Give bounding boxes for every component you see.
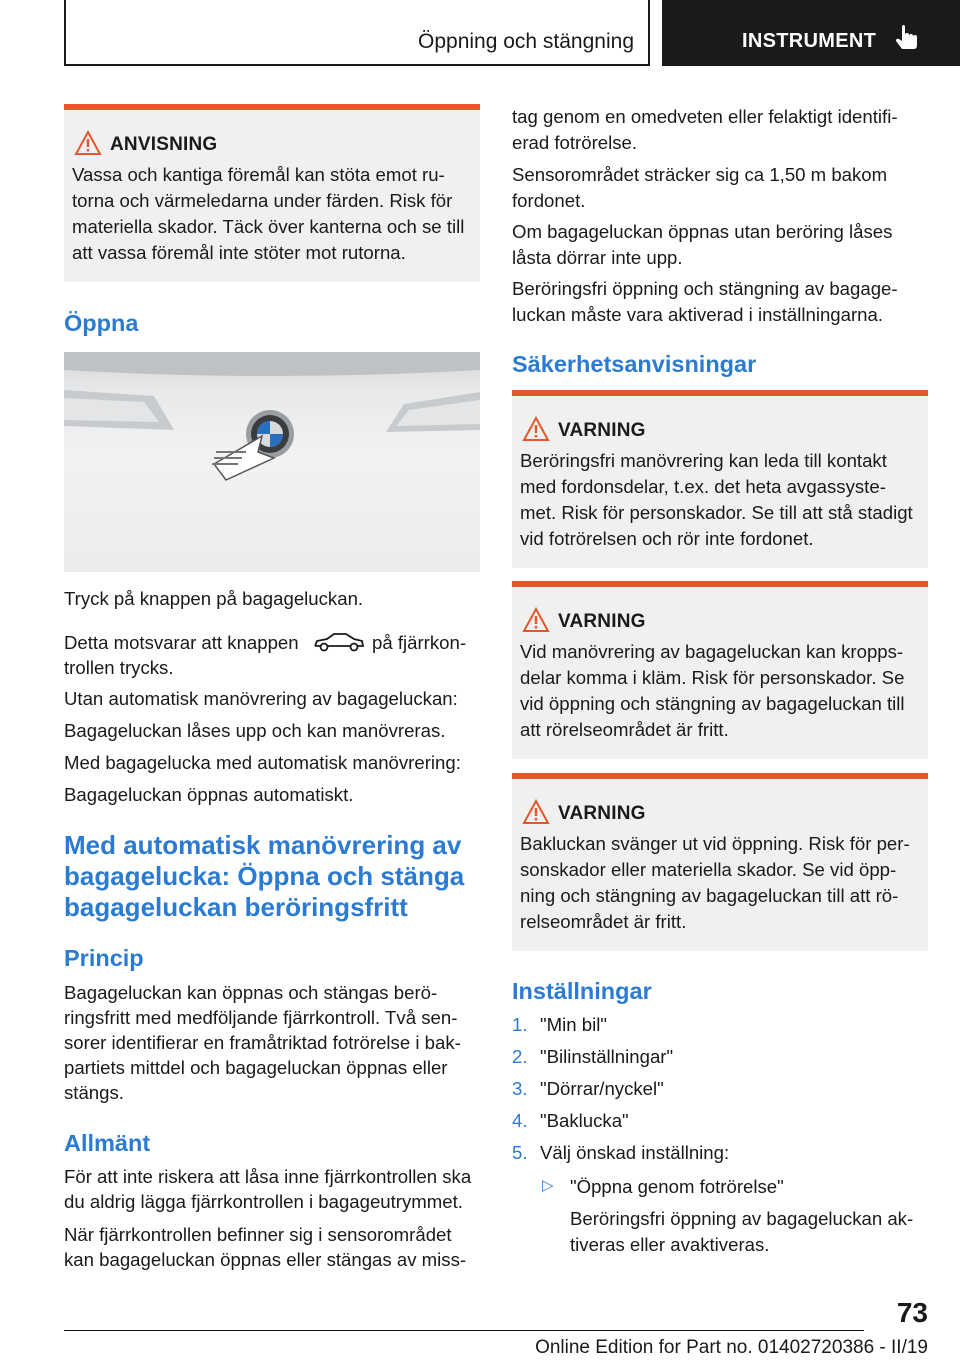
princip-line: sorer identifierar en framåtriktad fotrörelse i bak‐: [64, 1032, 461, 1053]
warning-triangle-icon: [522, 607, 550, 633]
sub-description-line: Beröringsfri öppning av bagageluckan ak‐: [570, 1208, 914, 1229]
notice-line: att vassa föremål inte stöter mot rutorna.: [72, 242, 406, 263]
heading-auto-line: bagageluckan beröringsfritt: [64, 892, 408, 922]
warning-line: vid öppning och stängning av bagageluckan till: [520, 693, 905, 714]
step-number: 3.: [512, 1078, 528, 1099]
warning-line: Beröringsfri manövrering kan leda till kontakt: [520, 450, 887, 471]
heading-auto-line: Med automatisk manövrering av: [64, 830, 462, 860]
warning-line: relseområdet är fritt.: [520, 911, 687, 932]
warning-triangle-icon: [522, 799, 550, 825]
cont-line: erad fotrörelse.: [512, 132, 638, 153]
om-line: Om bagageluckan öppnas utan beröring låses: [512, 221, 893, 242]
princip-line: Bagageluckan kan öppnas och stängas berö‐: [64, 982, 438, 1003]
car-key-button-icon: [312, 630, 366, 654]
detta-line-1a: Detta motsvarar att knappen: [64, 632, 299, 653]
section-title: Öppning och stängning: [418, 30, 634, 53]
step-text: "Baklucka": [540, 1110, 629, 1131]
heading-auto: [64, 830, 484, 923]
berorings-line: luckan måste vara aktiverad i inställningarna.: [512, 304, 884, 325]
warning-line: ning och stängning av bagageluckan till att rö‐: [520, 885, 899, 906]
om-paragraph: [512, 219, 932, 271]
allmant-line: För att inte riskera att låsa inne fjärrkontrollen ska: [64, 1166, 472, 1187]
warning-line: delar komma i kläm. Risk för personskador. Se: [520, 667, 905, 688]
cont-paragraph: [512, 104, 932, 156]
warning-line: Vid manövrering av bagageluckan kan kropps‐: [520, 641, 904, 662]
warning-box: [512, 581, 928, 759]
allmant-line: du aldrig lägga fjärrkontrollen i bagageutrymmet.: [64, 1191, 463, 1212]
warning-line: Bakluckan svänger ut vid öppning. Risk för per‐: [520, 833, 910, 854]
settings-steps: [512, 1012, 928, 1172]
notice-text: [72, 162, 472, 266]
heading-allmant: Allmänt: [64, 1130, 151, 1156]
step-item: [512, 1044, 928, 1076]
warning-box: [512, 773, 928, 951]
warning-box: [512, 390, 928, 568]
step-text: "Min bil": [540, 1014, 607, 1035]
step-item: [512, 1012, 928, 1044]
berorings-line: Beröringsfri öppning och stängning av bagage‐: [512, 278, 898, 299]
step-item: [512, 1076, 928, 1108]
heading-princip: Princip: [64, 945, 144, 971]
photo-caption: Tryck på knappen på bagageluckan.: [64, 588, 364, 609]
warning-bar: [512, 773, 928, 779]
para-utan: Utan automatisk manövrering av bagageluckan:: [64, 688, 458, 709]
warning-title: VARNING: [558, 420, 646, 441]
warning-line: met. Risk för personskador. Se till att stå stadigt: [520, 502, 913, 523]
sub-description-line: tiveras eller avaktiveras.: [570, 1234, 770, 1255]
step-item: [512, 1140, 928, 1172]
step-text: Välj önskad inställning:: [540, 1142, 730, 1163]
hand-pointer-icon: [892, 24, 922, 54]
notice-line: materiella skador. Täck över kanterna och se till: [72, 216, 465, 237]
warning-line: vid fotrörelsen och rör inte fordonet.: [520, 528, 814, 549]
para-oppnas: Bagageluckan öppnas automatiskt.: [64, 784, 354, 805]
nar-line: När fjärrkontrollen befinner sig i sensorområdet: [64, 1224, 452, 1245]
warning-triangle-icon: [74, 130, 102, 156]
princip-line: partiets mittdel och bagageluckan öppnas eller: [64, 1057, 448, 1078]
sensor-paragraph: [512, 162, 932, 214]
edition-note: Online Edition for Part no. 01402720386 - II/19: [535, 1337, 928, 1358]
sub-description: [570, 1206, 930, 1258]
heading-sakerhet: Säkerhetsanvisningar: [512, 351, 757, 377]
warning-text: [520, 831, 920, 935]
warning-bar: [512, 581, 928, 587]
nar-paragraph: [64, 1222, 484, 1272]
notice-title: ANVISNING: [110, 134, 218, 155]
sensor-line: fordonet.: [512, 190, 586, 211]
detta-line-1b: på fjärrkon‐: [372, 632, 467, 653]
warning-line: att rörelseområdet är fritt.: [520, 719, 729, 740]
princip-line: stängs.: [64, 1082, 124, 1103]
step-text: "Dörrar/nyckel": [540, 1078, 664, 1099]
tailgate-photo: [64, 352, 480, 572]
heading-installningar: Inställningar: [512, 978, 652, 1004]
nar-line: kan bagageluckan öppnas eller stängas av miss‐: [64, 1249, 467, 1270]
notice-line: Vassa och kantiga föremål kan stöta emot ru‐: [72, 164, 445, 185]
notice-bar: [64, 104, 480, 110]
cont-line: tag genom en omedveten eller felaktigt identifi‐: [512, 106, 898, 127]
heading-oppna: Öppna: [64, 310, 139, 336]
step-number: 5.: [512, 1142, 528, 1163]
sensor-line: Sensorområdet sträcker sig ca 1,50 m bakom: [512, 164, 888, 185]
heading-auto-line: bagagelucka: Öppna och stänga: [64, 861, 465, 891]
sub-bullet-icon: ▷: [542, 1177, 554, 1194]
step-item: [512, 1108, 928, 1140]
princip-paragraph: [64, 980, 484, 1105]
para-lases: Bagageluckan låses upp och kan manövreras.: [64, 720, 446, 741]
step-number: 1.: [512, 1014, 528, 1035]
step-number: 2.: [512, 1046, 528, 1067]
warning-line: sonskador eller materiella skador. Se vid öpp‐: [520, 859, 897, 880]
princip-line: ringsfritt med medföljande fjärrkontroll. Två sen‐: [64, 1007, 458, 1028]
warning-title: VARNING: [558, 611, 646, 632]
warning-title: VARNING: [558, 803, 646, 824]
sub-item-text: "Öppna genom fotrörelse": [570, 1176, 784, 1197]
warning-text: [520, 448, 920, 552]
warning-text: [520, 639, 920, 743]
step-number: 4.: [512, 1110, 528, 1131]
instrument-tab-label: INSTRUMENT: [742, 30, 877, 52]
warning-bar: [512, 390, 928, 396]
berorings-paragraph: [512, 276, 932, 328]
detta-line-2: trollen trycks.: [64, 657, 174, 678]
page-number: 73: [896, 1297, 928, 1328]
header-frame: [64, 0, 650, 66]
allmant-paragraph: [64, 1164, 484, 1214]
warning-line: med fordonsdelar, t.ex. det heta avgassyste‐: [520, 476, 886, 497]
para-med: Med bagagelucka med automatisk manövrering:: [64, 752, 461, 773]
notice-line: torna och värmeledarna under färden. Risk för: [72, 190, 453, 211]
step-text: "Bilinställningar": [540, 1046, 674, 1067]
footer-divider: [64, 1330, 864, 1331]
om-line: låsta dörrar inte upp.: [512, 247, 683, 268]
tailgate-illustration: [64, 352, 480, 572]
warning-triangle-icon: [522, 416, 550, 442]
notice-box: [64, 104, 480, 282]
